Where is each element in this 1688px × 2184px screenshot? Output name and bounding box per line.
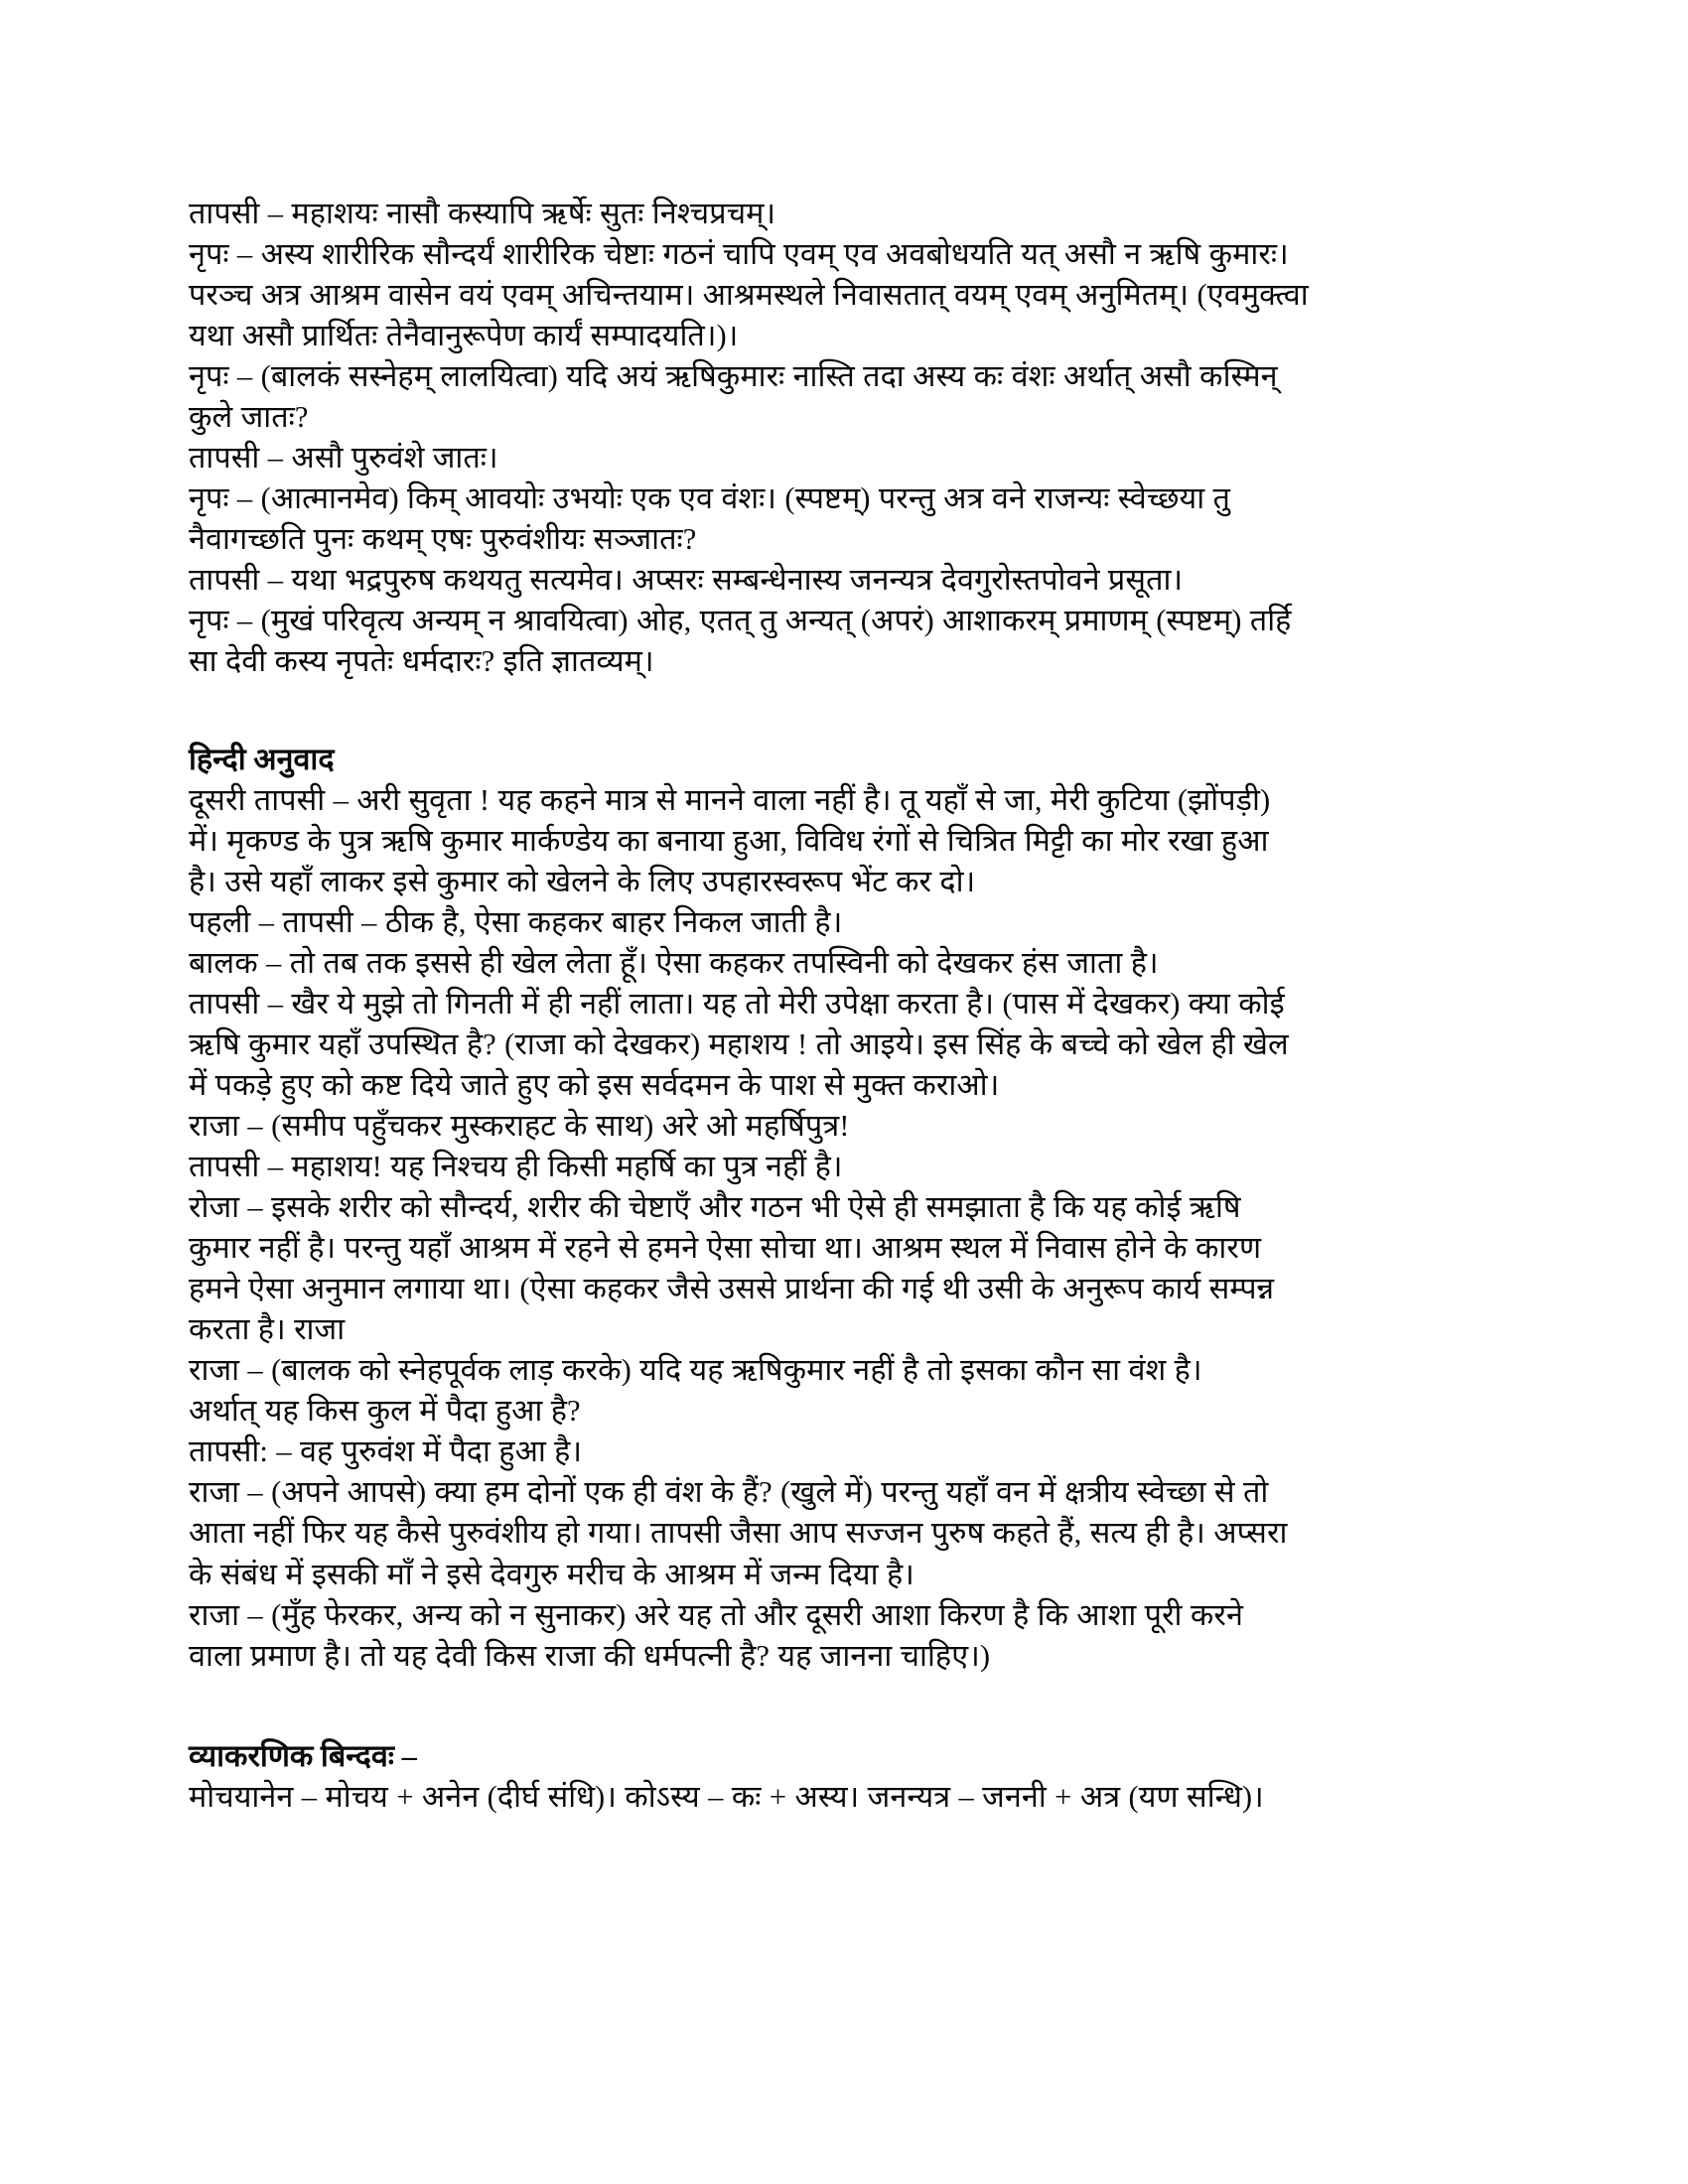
hindi-line: ऋषि कुमार यहाँ उपस्थित है? (राजा को देखकर) महाशय ! तो आइये। इस सिंह के बच्चे को खेल ही खेल	[189, 1027, 1289, 1062]
hindi-line: बालक – तो तब तक इससे ही खेल लेता हूँ। ऐसा कहकर तपस्विनी को देखकर हंस जाता है।	[189, 946, 1159, 981]
sanskrit-line: नृपः – (बालकं सस्नेहम् लालयित्वा) यदि अयं ऋषिकुमारः नास्ति तदा अस्य कः वंशः अर्थात् असौ कस्मिन्	[189, 359, 1278, 394]
hindi-line: राजा – (समीप पहुँचकर मुस्कराहट के साथ) अरे ओ महर्षिपुत्र!	[189, 1109, 850, 1144]
hindi-line: पहली – तापसी – ठीक है, ऐसा कहकर बाहर निकल जाती है।	[189, 905, 843, 940]
hindi-line: रोजा – इसके शरीर को सौन्दर्य, शरीर की चेष्टाएँ और गठन भी ऐसे ही समझाता है कि यह कोई ऋषि	[189, 1190, 1241, 1225]
sanskrit-line: परञ्च अत्र आश्रम वासेन वयं एवम् अचिन्तयाम। आश्रमस्थले निवासतात् वयम् एवम् अनुमितम्। (एवमुक्त्वा	[189, 278, 1309, 313]
hindi-line: राजा – (अपने आपसे) क्या हम दोनों एक ही वंश के हैं? (खुले में) परन्तु यहाँ वन में क्षत्रीय स्वेच्छा से तो	[189, 1475, 1269, 1510]
grammar-notes-heading: व्याकरणिक बिन्दवः –	[189, 1738, 417, 1773]
hindi-line: करता है। राजा	[189, 1312, 346, 1347]
hindi-line: तापसी: – वह पुरुवंश में पैदा हुआ है।	[189, 1434, 583, 1469]
hindi-line: में पकड़े हुए को कष्ट दिये जाते हुए को इस सर्वदमन के पाश से मुक्त कराओ।	[189, 1068, 1000, 1103]
hindi-line: के संबंध में इसकी माँ ने इसे देवगुरु मरीच के आश्रम में जन्म दिया है।	[189, 1557, 914, 1591]
hindi-line: अर्थात् यह किस कुल में पैदा हुआ है?	[189, 1394, 581, 1429]
hindi-line: तापसी – खैर ये मुझे तो गिनती में ही नहीं लाता। यह तो मेरी उपेक्षा करता है। (पास में देखकर) क्या कोई	[189, 987, 1285, 1022]
document-body	[189, 194, 1509, 1818]
hindi-line: है। उसे यहाँ लाकर इसे कुमार को खेलने के लिए उपहारस्वरूप भेंट कर दो।	[189, 865, 976, 899]
sanskrit-line: कुले जातः?	[189, 400, 309, 435]
sanskrit-line: सा देवी कस्य नृपतेः धर्मदारः? इति ज्ञातव्यम्।	[189, 644, 654, 679]
hindi-translation-body	[189, 780, 1509, 1676]
sanskrit-line: यथा असौ प्रार्थितः तेनैवानुरूपेण कार्यं सम्पादयति।)।	[189, 319, 739, 353]
sanskrit-line: नृपः – (आत्मानमेव) किम् आवयोः उभयोः एक एव वंशः। (स्पष्टम्) परन्तु अत्र वने राजन्यः स्वेच्छया तु	[189, 481, 1231, 516]
hindi-line: दूसरी तापसी – अरी सुवृता ! यह कहने मात्र से मानने वाला नहीं है। तू यहाँ से जा, मेरी कुटिया (झोंपड़ी)	[189, 783, 1271, 818]
sanskrit-line: तापसी – असौ पुरुवंशे जातः।	[189, 441, 498, 476]
hindi-translation-heading: हिन्दी अनुवाद	[189, 743, 335, 777]
sanskrit-line: नृपः – अस्य शारीरिक सौन्दर्यं शारीरिक चेष्टाः गठनं चापि एवम् एव अवबोधयति यत् असौ न ऋषि कुमारः।	[189, 237, 1289, 272]
sanskrit-line: नृपः – (मुखं परिवृत्य अन्यम् न श्रावयित्वा) ओह, एतत् तु अन्यत् (अपरं) आशाकरम् प्रमाणम् (स्पष्टम्) तर्हि	[189, 604, 1292, 638]
hindi-line: आता नहीं फिर यह कैसे पुरुवंशीय हो गया। तापसी जैसा आप सज्जन पुरुष कहते हैं, सत्य ही है। अप्सरा	[189, 1516, 1288, 1551]
grammar-note-line: मोचयानेन – मोचय + अनेन (दीर्घ संधि)। कोऽस्य – कः + अस्य। जनन्यत्र – जननी + अत्र (यण सन्धि)।	[189, 1779, 1264, 1814]
sanskrit-line: तापसी – महाशयः नासौ कस्यापि ऋर्षेः सुतः निश्चप्रचम्।	[189, 197, 776, 230]
hindi-line: कुमार नहीं है। परन्तु यहाँ आश्रम में रहने से हमने ऐसा सोचा था। आश्रम स्थल में निवास होने के कारण	[189, 1231, 1262, 1266]
sanskrit-line: तापसी – यथा भद्रपुरुष कथयतु सत्यमेव। अप्सरः सम्बन्धेनास्य जनन्यत्र देवगुरोस्तपोवने प्रसूता।	[189, 563, 1184, 598]
sanskrit-passage	[189, 194, 1509, 682]
hindi-line: वाला प्रमाण है। तो यह देवी किस राजा की धर्मपत्नी है? यह जानना चाहिए।)	[189, 1638, 991, 1673]
hindi-line: में। मृकण्ड के पुत्र ऋषि कुमार मार्कण्डेय का बनाया हुआ, विविध रंगों से चित्रित मिट्टी का मोर रखा हुआ	[189, 824, 1269, 859]
hindi-line: तापसी – महाशय! यह निश्चय ही किसी महर्षि का पुत्र नहीं है।	[189, 1150, 843, 1184]
hindi-line: हमने ऐसा अनुमान लगाया था। (ऐसा कहकर जैसे उससे प्रार्थना की गई थी उसी के अनुरूप कार्य सम्पन्न	[189, 1272, 1275, 1306]
sanskrit-line: नैवागच्छति पुनः कथम् एषः पुरुवंशीयः सञ्जातः?	[189, 522, 697, 557]
section-spacer	[189, 682, 1509, 740]
hindi-line: राजा – (मुँह फेरकर, अन्य को न सुनाकर) अरे यह तो और दूसरी आशा किरण है कि आशा पूरी करने	[189, 1597, 1243, 1632]
section-spacer	[189, 1677, 1509, 1736]
grammar-notes-body	[189, 1777, 1509, 1818]
hindi-line: राजा – (बालक को स्नेहपूर्वक लाड़ करके) यदि यह ऋषिकुमार नहीं है तो इसका कौन सा वंश है।	[189, 1353, 1202, 1388]
